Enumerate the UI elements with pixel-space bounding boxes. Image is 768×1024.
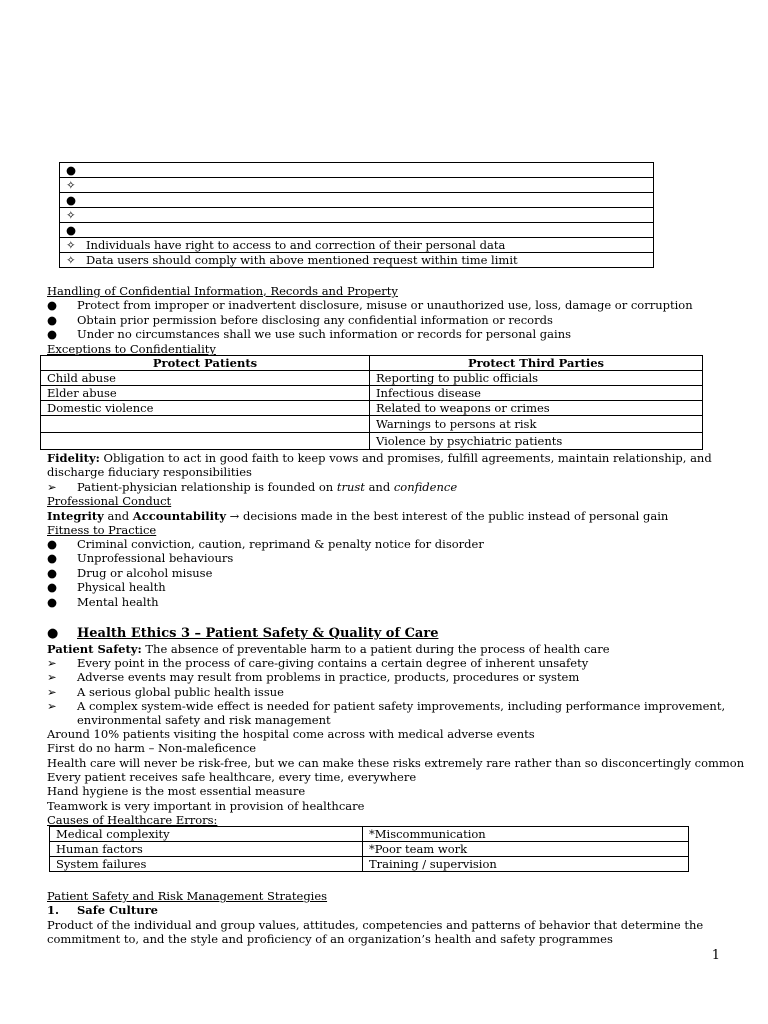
exceptions-row <box>41 416 703 433</box>
top-table-row <box>60 208 654 223</box>
exceptions-cell-patients <box>41 433 370 450</box>
exceptions-heading: Exceptions to Confidentiality <box>47 342 216 356</box>
top-table-cell: ✧ Data users should comply with above mentioned request within time limit <box>60 253 654 268</box>
fitness-item: ● Criminal conviction, caution, reprimand & penalty notice for disorder <box>47 537 484 551</box>
causes-row <box>50 842 689 857</box>
exceptions-cell-third-parties: Infectious disease <box>370 386 703 401</box>
safe-culture-heading: 1. Safe Culture <box>47 903 158 917</box>
handling-item: ● Obtain prior permission before disclosing any confidential information or records <box>47 313 553 327</box>
safe-culture-text-cont: commitment to, and the style and proficiency of an organization’s health and safety programmes <box>47 932 613 946</box>
exceptions-cell-patients <box>41 416 370 433</box>
top-table-cell: ✧ <box>60 178 654 193</box>
ethics3-point-cont: environmental safety and risk management <box>77 713 331 727</box>
top-table-cell: ● <box>60 223 654 238</box>
handling-heading: Handling of Confidential Information, Records and Property <box>47 284 398 298</box>
fidelity-relationship: ➢ Patient-physician relationship is founded on trust and confidence <box>47 480 458 494</box>
causes-heading: Causes of Healthcare Errors: <box>47 813 218 827</box>
fitness-item: ● Unprofessional behaviours <box>47 551 234 566</box>
ethics3-line: Teamwork is very important in provision of healthcare <box>47 798 365 813</box>
causes-cell-right: *Poor team work <box>363 842 689 857</box>
causes-row <box>50 857 689 872</box>
top-table-row <box>60 238 654 253</box>
handling-item: ● Protect from improper or inadvertent disclosure, misuse or unauthorized use, loss, damage or corruption <box>47 298 693 312</box>
exceptions-cell-patients: Domestic violence <box>41 401 370 416</box>
ethics3-point: ➢ A complex system-wide effect is needed for patient safety improvements, including performance improvement, <box>47 698 726 713</box>
top-table-row <box>60 178 654 193</box>
top-table-cell: ● <box>60 193 654 208</box>
top-table-row <box>60 253 654 268</box>
fidelity-line: Fidelity: Obligation to act in good faith to keep vows and promises, fulfill agreements, maintain relationship, and <box>47 451 712 465</box>
ethics3-line: Every patient receives safe healthcare, every time, everywhere <box>47 769 417 784</box>
causes-cell-left: System failures <box>50 857 363 872</box>
top-table-row <box>60 223 654 238</box>
strategies-heading: Patient Safety and Risk Management Strategies <box>47 889 328 903</box>
top-table-row <box>60 163 654 178</box>
ethics3-line: Hand hygiene is the most essential measure <box>47 784 306 799</box>
handling-item: ● Under no circumstances shall we use such information or records for personal gains <box>47 327 572 341</box>
ethics3-line: Around 10% patients visiting the hospital come across with medical adverse events <box>47 727 535 741</box>
fitness-heading: Fitness to Practice <box>47 523 157 537</box>
exceptions-cell-patients: Child abuse <box>41 371 370 386</box>
safe-culture-text: Product of the individual and group values, attitudes, competencies and patterns of behavior that determine the <box>47 918 704 932</box>
exceptions-cell-third-parties: Violence by psychiatric patients <box>370 433 703 450</box>
ethics3-point: ➢ Every point in the process of care-giving contains a certain degree of inherent unsafety <box>47 656 589 670</box>
col-header-protect-third-parties: Protect Third Parties <box>370 356 703 371</box>
top-table-cell: ✧ <box>60 208 654 223</box>
fitness-item: ● Drug or alcohol misuse <box>47 565 213 580</box>
conduct-line: Integrity and Accountability → decisions made in the best interest of the public instead of personal gain <box>47 509 669 523</box>
top-table-cell: ● <box>60 163 654 178</box>
ethics3-line: First do no harm – Non-maleficence <box>47 741 257 756</box>
causes-cell-right: Training / supervision <box>363 857 689 872</box>
top-table <box>59 162 654 268</box>
causes-row <box>50 827 689 842</box>
top-table-cell: ✧ Individuals have right to access to and correction of their personal data <box>60 238 654 253</box>
ethics3-point: ➢ A serious global public health issue <box>47 684 284 699</box>
causes-table <box>49 826 689 872</box>
fitness-item: ● Physical health <box>47 580 166 595</box>
patient-safety-definition: Patient Safety: The absence of preventable harm to a patient during the process of health care <box>47 642 610 656</box>
ethics3-line: Health care will never be risk-free, but we can make these risks extremely rare rather than so disconcertingly common <box>47 755 745 770</box>
exceptions-row <box>41 401 703 416</box>
exceptions-cell-third-parties: Related to weapons or crimes <box>370 401 703 416</box>
ethics3-title: ● Health Ethics 3 – Patient Safety & Quality of Care <box>47 626 439 641</box>
exceptions-cell-third-parties: Reporting to public officials <box>370 371 703 386</box>
exceptions-cell-third-parties: Warnings to persons at risk <box>370 416 703 433</box>
conduct-heading: Professional Conduct <box>47 494 172 508</box>
causes-cell-left: Human factors <box>50 842 363 857</box>
causes-cell-left: Medical complexity <box>50 827 363 842</box>
exceptions-row <box>41 371 703 386</box>
page-number: 1 <box>711 948 720 963</box>
exceptions-row <box>41 433 703 450</box>
fitness-item: ● Mental health <box>47 594 159 609</box>
exceptions-cell-patients: Elder abuse <box>41 386 370 401</box>
exceptions-table <box>40 355 703 450</box>
ethics3-point: ➢ Adverse events may result from problems in practice, products, procedures or system <box>47 670 580 685</box>
top-table-row <box>60 193 654 208</box>
col-header-protect-patients: Protect Patients <box>41 356 370 371</box>
causes-cell-right: *Miscommunication <box>363 827 689 842</box>
exceptions-row <box>41 386 703 401</box>
fidelity-line-cont: discharge fiduciary responsibilities <box>47 465 252 479</box>
